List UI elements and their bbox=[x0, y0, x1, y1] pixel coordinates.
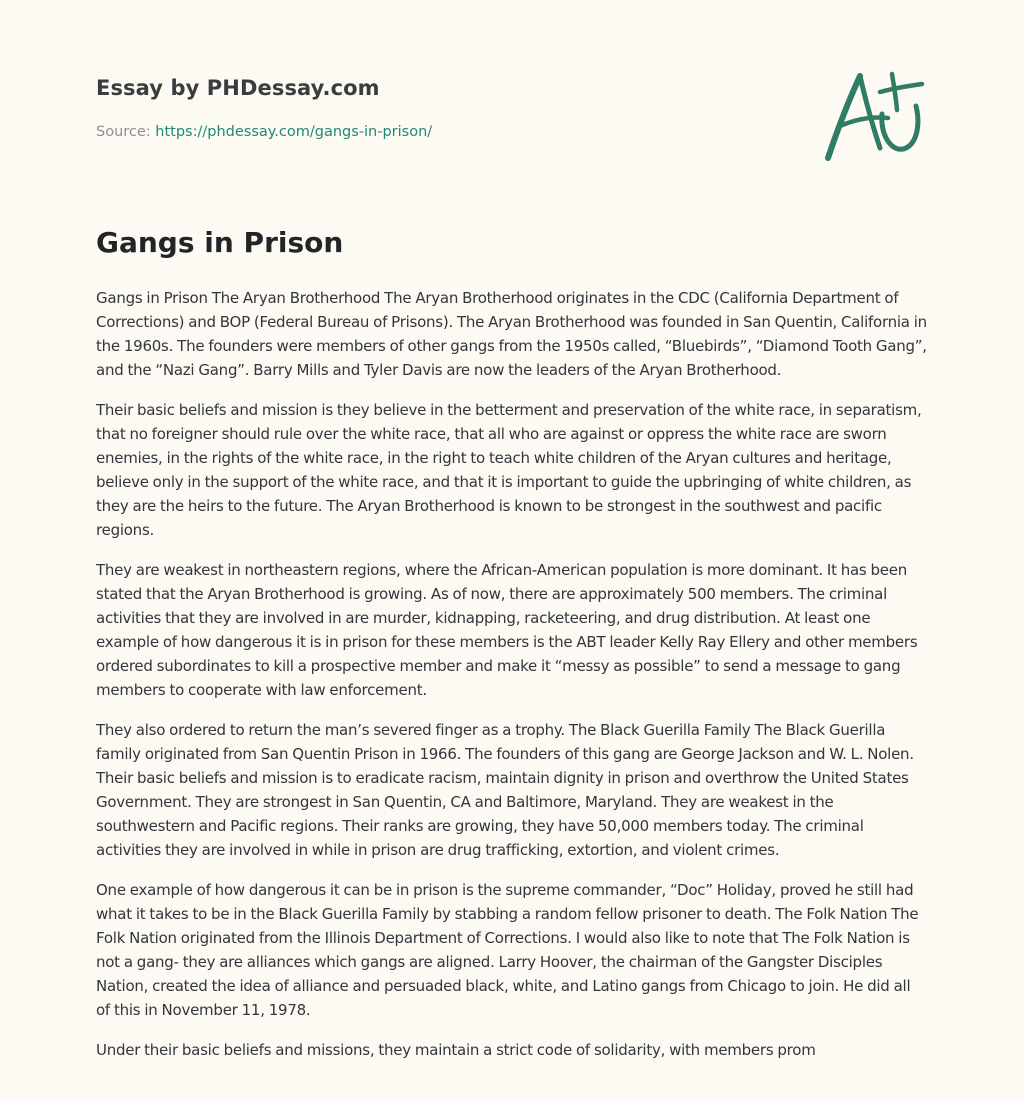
source-line bbox=[96, 124, 432, 140]
article-body bbox=[96, 286, 928, 1078]
article-paragraph: They are weakest in northeastern regions, where the African-American population is more dominant. It has been stated that the Aryan Brotherhood is growing. As of now, there are approximately 500 members. The criminal activities that they are involved in are murder, kidnapping, racketeering, and drug distribution. At least one example of how dangerous it is in prison for these members is the ABT leader Kelly Ray Ellery and other members ordered subordinates to kill a prospective member and make it “messy as possible” to send a message to gang members to cooperate with law enforcement. bbox=[96, 561, 918, 699]
article-paragraph: They also ordered to return the man’s severed finger as a trophy. The Black Guerilla Family The Black Guerilla family originated from San Quentin Prison in 1966. The founders of this gang are George Jackson and W. L. Nolen. Their basic beliefs and mission is to eradicate racism, maintain dignity in prison and overthrow the United States Government. They are strongest in San Quentin, CA and Baltimore, Maryland. They are weakest in the southwestern and Pacific regions. Their ranks are growing, they have 50,000 members today. The criminal activities they are involved in while in prison are drug trafficking, extortion, and violent crimes. bbox=[96, 721, 914, 859]
a-plus-grade-logo-icon bbox=[822, 66, 928, 166]
article-paragraph: Under their basic beliefs and missions, they maintain a strict code of solidarity, with members prom bbox=[96, 1041, 816, 1059]
source-label: Source: bbox=[96, 124, 156, 140]
article-paragraph: One example of how dangerous it can be in prison is the supreme commander, “Doc” Holiday, proved he still had what it takes to be in the Black Guerilla Family by stabbing a random fellow prisoner to death. The Folk Nation The Folk Nation originated from the Illinois Department of Corrections. I would also like to note that The Folk Nation is not a gang- they are alliances which gangs are aligned. Larry Hoover, the chairman of the Gangster Disciples Nation, created the idea of alliance and persuaded black, white, and Latino gangs from Chicago to join. He did all of this in November 11, 1978. bbox=[96, 881, 919, 1019]
article-title: Gangs in Prison bbox=[96, 226, 344, 259]
article-paragraph: Gangs in Prison The Aryan Brotherhood The Aryan Brotherhood originates in the CDC (California Department of Corrections) and BOP (Federal Bureau of Prisons). The Aryan Brotherhood was founded in San Quentin, California in the 1960s. The founders were members of other gangs from the 1950s called, “Bluebirds”, “Diamond Tooth Gang”, and the “Nazi Gang”. Barry Mills and Tyler Davis are now the leaders of the Aryan Brotherhood. bbox=[96, 289, 927, 379]
site-brand: Essay by PHDessay.com bbox=[96, 76, 380, 100]
source-link[interactable]: https://phdessay.com/gangs-in-prison/ bbox=[155, 124, 433, 140]
article-paragraph: Their basic beliefs and mission is they believe in the betterment and preservation of the white race, in separatism, that no foreigner should rule over the white race, that all who are against or oppress the white race are sworn enemies, in the rights of the white race, in the right to teach white children of the Aryan cultures and heritage, believe only in the support of the white race, and that it is important to guide the upbringing of white children, as they are the heirs to the future. The Aryan Brotherhood is known to be strongest in the southwest and pacific regions. bbox=[96, 401, 922, 539]
